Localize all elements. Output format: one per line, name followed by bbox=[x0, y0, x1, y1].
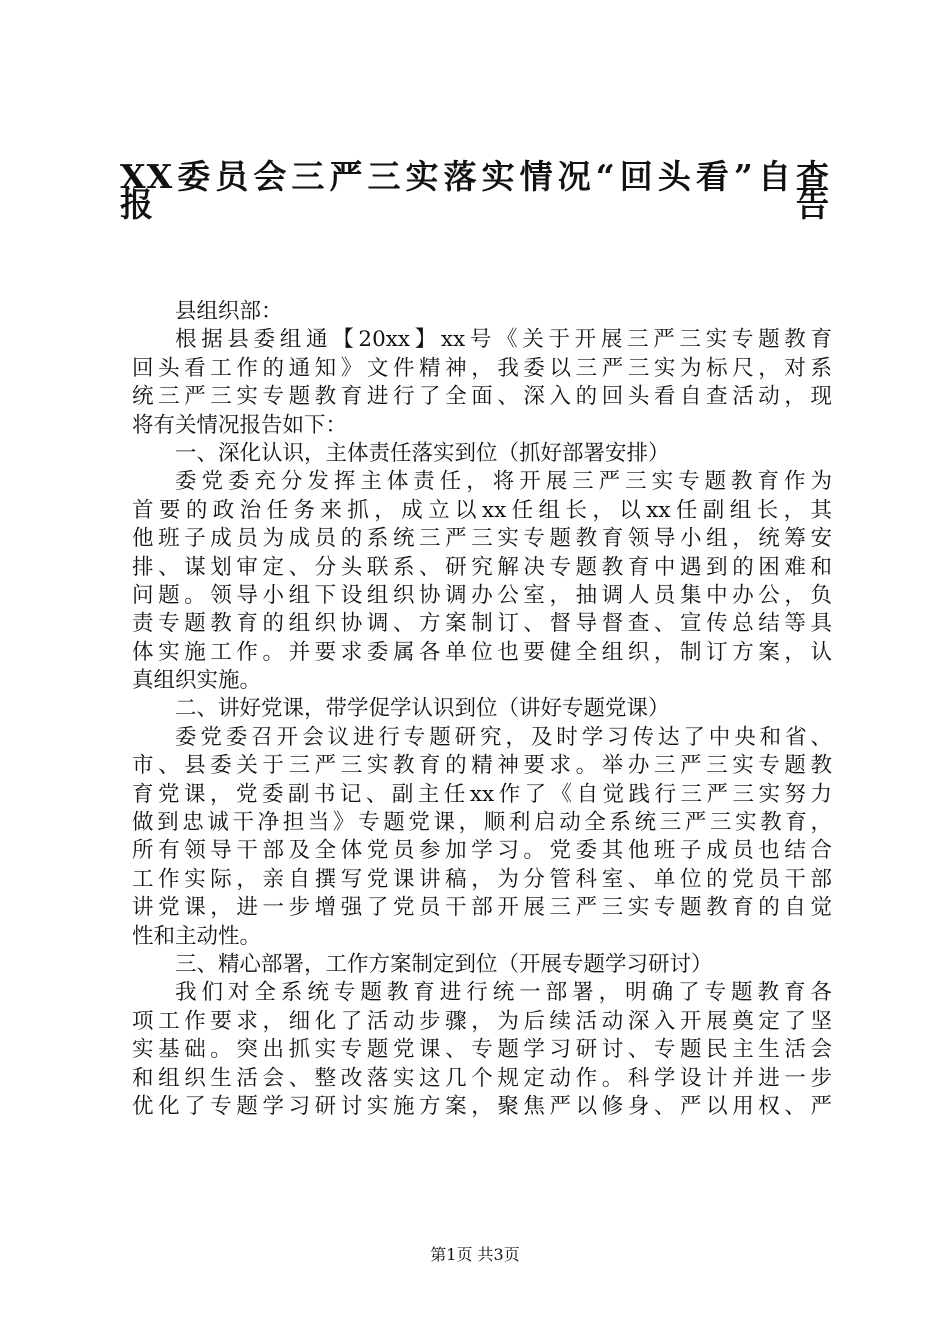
body-line: 将有关情况报告如下： bbox=[132, 412, 348, 438]
body-line: 统三严三实专题教育进行了全面、深入的回头看自查活动，现 bbox=[132, 384, 832, 410]
body-line: 根据县委组通【20xx】xx号《关于开展三严三实专题教育 bbox=[175, 327, 832, 353]
body-line: 工作实际，亲自撰写党课讲稿，为分管科室、单位的党员干部 bbox=[132, 866, 832, 892]
body-line: 首要的政治任务来抓，成立以xx任组长，以xx任副组长，其 bbox=[132, 497, 832, 523]
body-line: 体实施工作。并要求委属各单位也要健全组织，制订方案，认 bbox=[132, 639, 832, 665]
body-line: 问题。领导小组下设组织协调办公室，抽调人员集中办公，负 bbox=[132, 582, 832, 608]
body-line: 我们对全系统专题教育进行统一部署，明确了专题教育各 bbox=[175, 980, 832, 1006]
body-line: 市、县委关于三严三实教育的精神要求。举办三严三实专题教 bbox=[132, 753, 832, 779]
body-line: 优化了专题学习研讨实施方案，聚焦严以修身、严以用权、严 bbox=[132, 1093, 832, 1119]
body-line: 排、谋划审定、分头联系、研究解决专题教育中遇到的困难和 bbox=[132, 554, 832, 580]
body-line: 性和主动性。 bbox=[132, 923, 262, 949]
body-line: 一、深化认识，主体责任落实到位（抓好部署安排） bbox=[175, 440, 670, 466]
body-line: 真组织实施。 bbox=[132, 668, 262, 694]
body-line: 讲党课，进一步增强了党员干部开展三严三实专题教育的自觉 bbox=[132, 895, 832, 921]
document-title bbox=[120, 140, 830, 225]
body-line: 所有领导干部及全体党员参加学习。党委其他班子成员也结合 bbox=[132, 838, 832, 864]
body-line: 项工作要求，细化了活动步骤，为后续活动深入开展奠定了坚 bbox=[132, 1008, 832, 1034]
body-line: 委党委充分发挥主体责任，将开展三严三实专题教育作为 bbox=[175, 469, 832, 495]
document-body bbox=[132, 298, 832, 1121]
body-line: 回头看工作的通知》文件精神，我委以三严三实为标尺，对系 bbox=[132, 355, 832, 381]
body-line: 三、精心部署，工作方案制定到位（开展专题学习研讨） bbox=[175, 951, 713, 977]
body-line: 育党课，党委副书记、副主任xx作了《自觉践行三严三实努力 bbox=[132, 781, 832, 807]
body-line: 他班子成员为成员的系统三严三实专题教育领导小组，统筹安 bbox=[132, 526, 832, 552]
title-line-2: 报告 bbox=[120, 185, 830, 225]
body-line: 委党委召开会议进行专题研究，及时学习传达了中央和省、 bbox=[175, 724, 832, 750]
body-line: 责专题教育的组织协调、方案制订、督导督查、宣传总结等具 bbox=[132, 611, 832, 637]
body-line: 二、讲好党课，带学促学认识到位（讲好专题党课） bbox=[175, 696, 670, 722]
title-line-1: XX委员会三严三实落实情况“回头看”自查 bbox=[120, 157, 830, 196]
body-line: 县组织部： bbox=[175, 299, 283, 324]
body-line: 和组织生活会、整改落实这几个规定动作。科学设计并进一步 bbox=[132, 1065, 832, 1091]
body-line: 做到忠诚干净担当》专题党课，顺利启动全系统三严三实教育， bbox=[132, 810, 832, 836]
page-footer: 第1页 共3页 bbox=[430, 1245, 520, 1264]
body-line: 实基础。突出抓实专题党课、专题学习研讨、专题民主生活会 bbox=[132, 1037, 832, 1063]
